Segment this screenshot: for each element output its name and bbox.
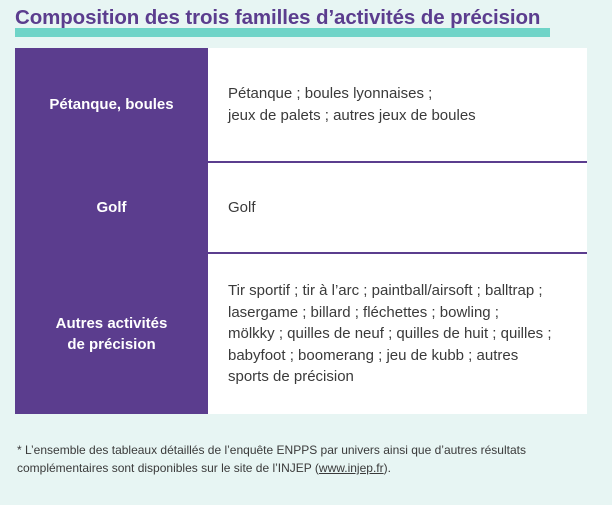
row-content-line: jeux de palets ; autres jeux de boules — [228, 106, 476, 124]
row-content-line: mölkky ; quilles de neuf ; quilles de huit ; quilles ; — [228, 325, 552, 343]
row-content — [208, 163, 587, 252]
row-heading — [15, 163, 208, 252]
footnote-line-2 — [17, 459, 589, 477]
table-row-autres — [15, 254, 587, 414]
injep-link[interactable]: www.injep.fr — [318, 461, 384, 475]
title-block — [15, 6, 575, 30]
row-content — [208, 48, 587, 161]
footnote-text: complémentaires sont disponibles sur le site de l’INJEP ( — [17, 461, 319, 475]
row-content-line: Pétanque ; boules lyonnaises ; — [228, 85, 433, 102]
table-row-petanque — [15, 48, 587, 161]
row-heading — [15, 254, 208, 414]
row-heading-line: de précision — [67, 336, 156, 353]
footnote-line-1: * L’ensemble des tableaux détaillés de l’enquête ENPPS par univers ainsi que d’autres résultats — [17, 443, 526, 457]
row-content-line: Golf — [228, 198, 256, 216]
footnote — [17, 441, 589, 477]
row-content — [208, 254, 587, 414]
row-heading — [15, 48, 208, 161]
row-heading-line: Autres activités — [55, 315, 168, 332]
row-content-line: sports de précision — [228, 368, 354, 386]
row-content-line: babyfoot ; boomerang ; jeu de kubb ; autres — [228, 346, 519, 364]
footnote-text-end: ). — [383, 461, 391, 475]
table-row-golf — [15, 163, 587, 252]
row-heading-line: Golf — [96, 199, 127, 216]
row-content-line: lasergame ; billard ; fléchettes ; bowling ; — [228, 303, 499, 321]
activity-families-table — [15, 48, 587, 414]
row-heading-line: Pétanque, boules — [49, 96, 174, 113]
page-title: Composition des trois familles d’activités de précision — [15, 6, 541, 29]
row-content-line: Tir sportif ; tir à l’arc ; paintball/airsoft ; balltrap ; — [228, 282, 543, 300]
